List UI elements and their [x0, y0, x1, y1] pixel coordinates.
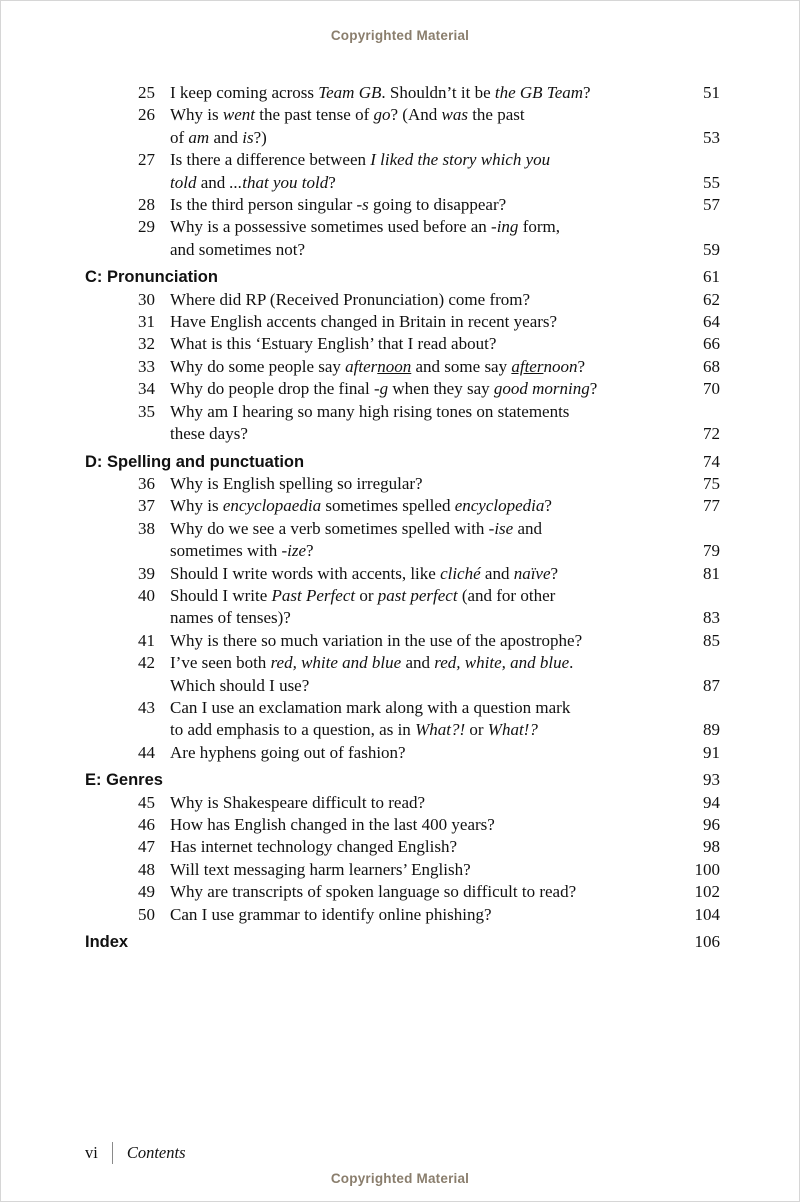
entry-number: 28 — [138, 195, 155, 215]
entry-page: 57 — [703, 195, 720, 215]
toc-entry — [85, 333, 720, 355]
entry-number: 40 — [138, 585, 155, 605]
entry-text: Should I write words with accents, like cliché and naïve? — [170, 563, 559, 583]
entry-page: 77 — [703, 496, 720, 516]
entry-page: 83 — [703, 608, 720, 628]
toc-entry — [85, 881, 720, 903]
toc-entry — [85, 82, 720, 104]
toc-section — [85, 451, 720, 473]
entry-text: Why are transcripts of spoken language so difficult to read? — [170, 882, 577, 902]
entry-page: 70 — [703, 379, 720, 399]
entry-page: 53 — [703, 127, 720, 147]
entry-page: 102 — [694, 882, 720, 902]
toc-section — [85, 931, 720, 953]
entry-number: 48 — [138, 859, 155, 879]
footer-section-label: Contents — [126, 1143, 186, 1162]
entry-page: 100 — [694, 859, 720, 879]
copyright-notice-top: Copyrighted Material — [330, 28, 470, 43]
section-page: 61 — [703, 267, 720, 287]
entry-page: 98 — [703, 837, 720, 857]
entry-text: Why am I hearing so many high rising tones on statements these days? — [170, 401, 570, 444]
entry-number: 41 — [138, 630, 155, 650]
toc-entry — [85, 149, 720, 194]
entry-text: Have English accents changed in Britain in recent years? — [170, 312, 558, 332]
entry-number: 42 — [138, 653, 155, 673]
entry-number: 26 — [138, 105, 155, 125]
entry-page: 85 — [703, 630, 720, 650]
toc-section — [85, 769, 720, 791]
entry-text: How has English changed in the last 400 years? — [170, 815, 495, 834]
entry-number: 36 — [138, 473, 155, 493]
toc-list — [85, 82, 720, 953]
toc-entry — [85, 495, 720, 517]
entry-text: Can I use grammar to identify online phishing? — [170, 904, 492, 924]
entry-text: Why is English spelling so irregular? — [170, 473, 423, 493]
entry-page: 104 — [694, 904, 720, 924]
entry-number: 33 — [138, 356, 155, 376]
entry-text: Is the third person singular -s going to disappear? — [170, 195, 507, 215]
entry-text: Is there a difference between I liked the story which you told and ...that you told? — [170, 150, 551, 192]
entry-text: What is this ‘Estuary English’ that I read about? — [170, 334, 497, 354]
toc-entry — [85, 585, 720, 630]
toc-entry — [85, 904, 720, 926]
entry-number: 31 — [138, 312, 155, 332]
toc-entry — [85, 216, 720, 261]
entry-text: I keep coming across Team GB. Shouldn’t it be the GB Team? — [170, 83, 591, 102]
section-label: C: Pronunciation — [85, 268, 218, 287]
entry-number: 38 — [138, 518, 155, 538]
entry-page: 55 — [703, 172, 720, 192]
entry-number: 47 — [138, 837, 155, 857]
entry-number: 37 — [138, 496, 155, 516]
footer-divider — [112, 1142, 113, 1164]
entry-number: 43 — [138, 697, 155, 717]
entry-text: Can I use an exclamation mark along with a question mark to add emphasis to a question, as in What?! or What!? — [170, 697, 571, 740]
copyright-notice-bottom: Copyrighted Material — [330, 1171, 470, 1186]
toc-entry — [85, 378, 720, 400]
entry-text: Why is a possessive sometimes used before an -ing form, and sometimes not? — [170, 217, 560, 259]
entry-page: 59 — [703, 239, 720, 259]
entry-page: 94 — [703, 792, 720, 812]
toc-entry — [85, 518, 720, 563]
toc-section — [85, 266, 720, 288]
entry-text: Should I write Past Perfect or past perfect (and for other names of tenses)? — [170, 585, 556, 628]
entry-number: 32 — [138, 334, 155, 354]
toc-entry — [85, 792, 720, 814]
entry-number: 30 — [138, 289, 155, 309]
entry-text: Why is Shakespeare difficult to read? — [170, 792, 426, 812]
entry-number: 29 — [138, 217, 155, 237]
entry-text: Why is there so much variation in the use of the apostrophe? — [170, 630, 583, 650]
toc-entry — [85, 630, 720, 652]
toc-entry — [85, 563, 720, 585]
entry-number: 50 — [138, 904, 155, 924]
toc-entry — [85, 401, 720, 446]
entry-text: Where did RP (Received Pronunciation) come from? — [170, 289, 531, 309]
entry-number: 45 — [138, 792, 155, 812]
entry-number: 39 — [138, 563, 155, 583]
entry-text: Are hyphens going out of fashion? — [170, 742, 406, 762]
entry-page: 81 — [703, 563, 720, 583]
entry-text: Will text messaging harm learners’ English? — [170, 859, 471, 879]
toc-entry — [85, 311, 720, 333]
entry-number: 46 — [138, 815, 155, 834]
entry-number: 34 — [138, 379, 155, 399]
entry-page: 87 — [703, 675, 720, 695]
entry-text: Why do people drop the final -g when they say good morning? — [170, 379, 598, 399]
section-page: 106 — [694, 932, 720, 952]
entry-text: Why do some people say afternoon and some say afternoon? — [170, 356, 586, 376]
section-label: Index — [85, 933, 129, 952]
toc-entry — [85, 652, 720, 697]
entry-page: 68 — [703, 356, 720, 376]
entry-text: Why do we see a verb sometimes spelled with -ise and sometimes with -ize? — [170, 518, 543, 561]
entry-number: 44 — [138, 742, 155, 762]
entry-page: 62 — [703, 289, 720, 309]
toc-entry — [85, 473, 720, 495]
entry-page: 79 — [703, 541, 720, 561]
entry-text: I’ve seen both red, white and blue and red, white, and blue. Which should I use? — [170, 653, 574, 695]
entry-page: 66 — [703, 334, 720, 354]
entry-text: Why is encyclopaedia sometimes spelled encyclopedia? — [170, 496, 552, 516]
entry-page: 89 — [703, 720, 720, 740]
toc-entry — [85, 356, 720, 378]
entry-page: 75 — [703, 473, 720, 493]
toc-entry — [85, 836, 720, 858]
entry-text: Why is went the past tense of go? (And was the past of am and is?) — [170, 105, 525, 147]
entry-number: 27 — [138, 150, 155, 170]
toc-entry — [85, 859, 720, 881]
section-page: 93 — [703, 770, 720, 790]
entry-text: Has internet technology changed English? — [170, 837, 458, 857]
section-label: D: Spelling and punctuation — [85, 452, 305, 471]
section-page: 74 — [703, 451, 720, 471]
entry-page: 96 — [703, 815, 720, 834]
section-label: E: Genres — [85, 771, 163, 790]
toc-entry — [85, 289, 720, 311]
entry-page: 51 — [703, 83, 720, 102]
toc-entry — [85, 814, 720, 836]
entry-page: 72 — [703, 424, 720, 444]
toc-entry — [85, 194, 720, 216]
footer-page-number: vi — [85, 1143, 98, 1162]
toc-entry — [85, 697, 720, 742]
toc-entry — [85, 742, 720, 764]
entry-number: 35 — [138, 401, 155, 421]
entry-page: 64 — [703, 312, 720, 332]
toc-entry — [85, 104, 720, 149]
entry-page: 91 — [703, 742, 720, 762]
entry-number: 49 — [138, 882, 155, 902]
entry-number: 25 — [138, 83, 155, 102]
page-footer — [85, 1142, 186, 1164]
